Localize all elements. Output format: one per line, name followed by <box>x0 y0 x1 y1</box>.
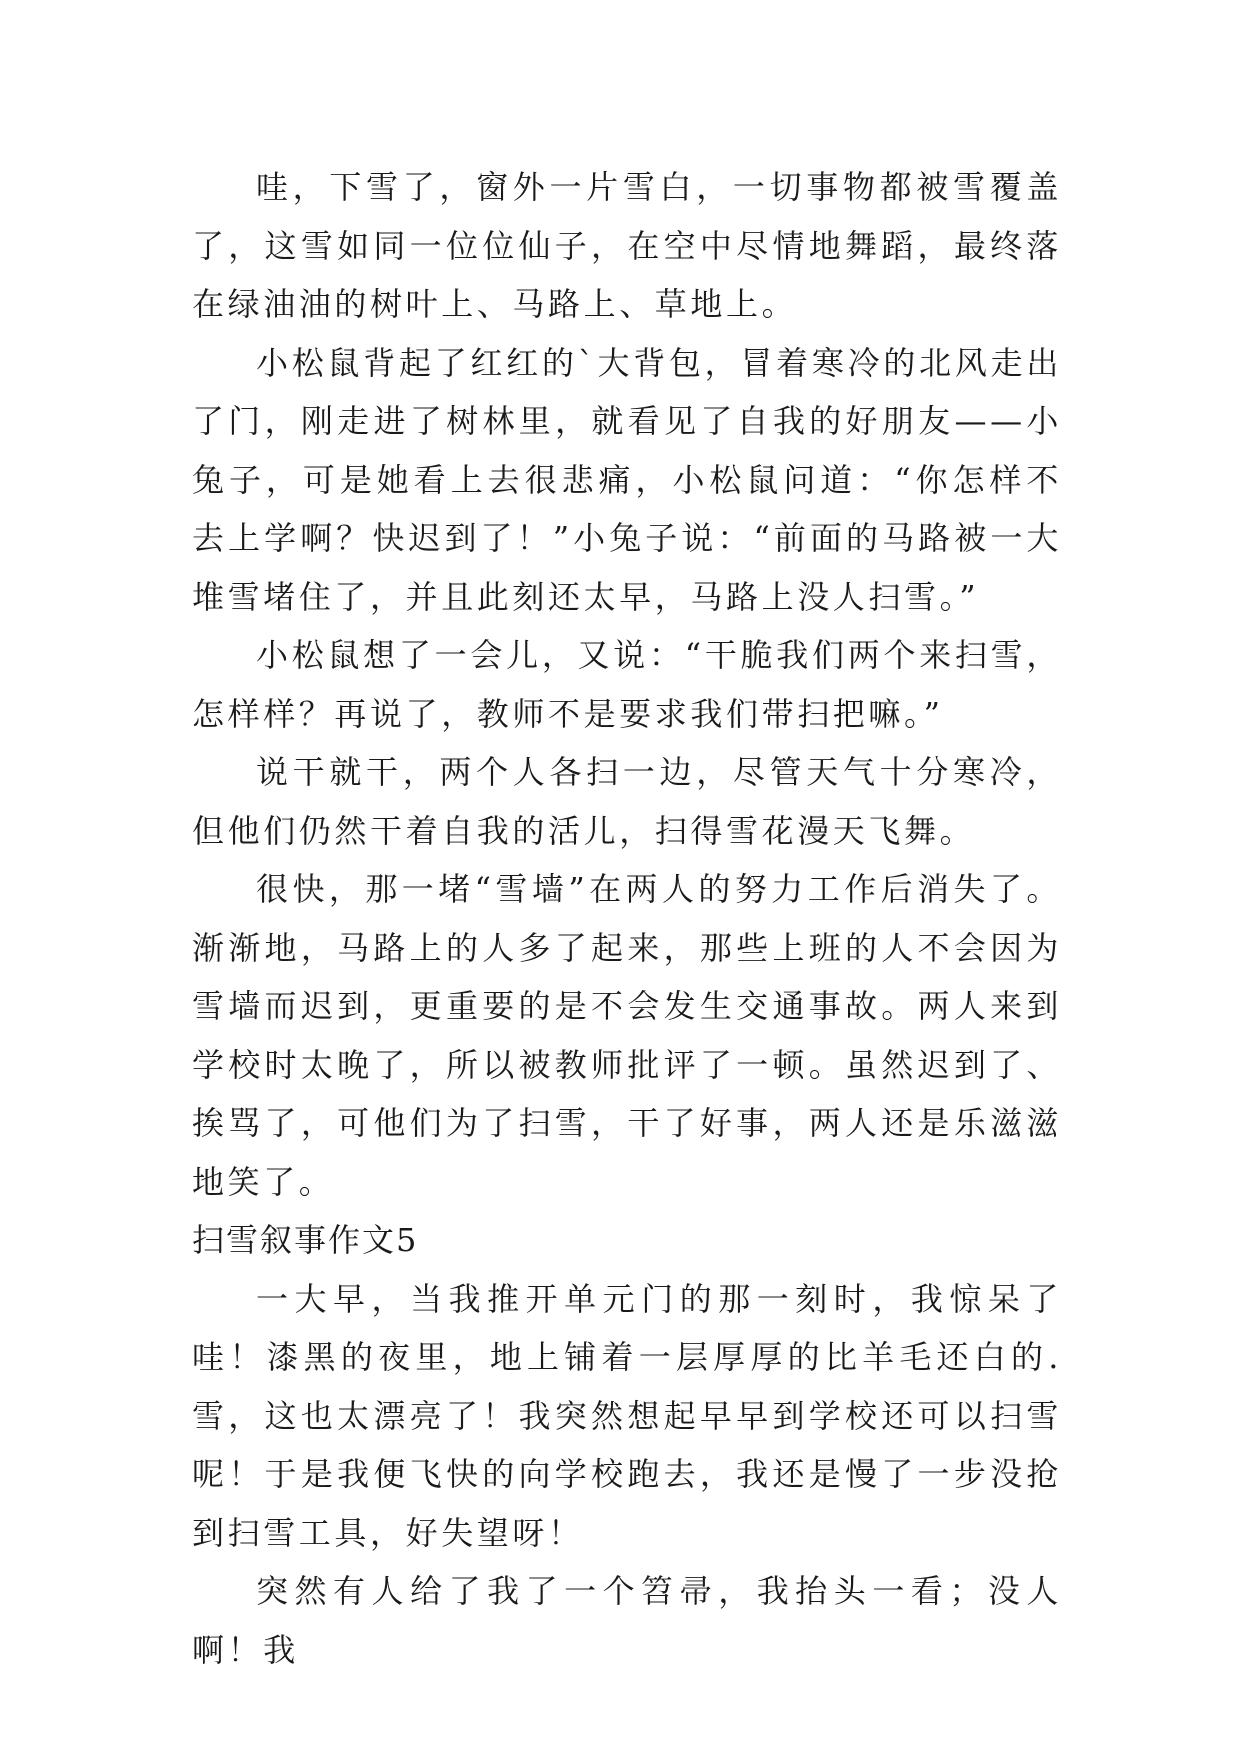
essay-heading: 扫雪叙事作文5 <box>192 1221 419 1259</box>
document-body <box>192 158 1062 1679</box>
paragraph-outcome: 很快，那一堵“雪墙”在两人的努力工作后消失了。渐渐地，马路上的人多了起来，那些上班的人不会因为雪墙而迟到，更重要的是不会发生交通事故。两人来到学校时太晚了，所以被教师批评了一顿。虽然迟到了、挨骂了，可他们为了扫雪，干了好事，两人还是乐滋滋地笑了。 <box>192 870 1062 1201</box>
paragraph-morning-snow: 一大早，当我推开单元门的那一刻时，我惊呆了哇！漆黑的夜里，地上铺着一层厚厚的比羊毛还白的.雪，这也太漂亮了！我突然想起早早到学校还可以扫雪呢！于是我便飞快的向学校跑去，我还是慢了一步没抢到扫雪工具，好失望呀！ <box>192 1279 1062 1552</box>
paragraph-broom: 突然有人给了我了一个笤帚，我抬头一看；没人啊！我 <box>192 1572 1062 1669</box>
paragraph-squirrel-meets-rabbit: 小松鼠背起了红红的`大背包，冒着寒冷的北风走出了门，刚走进了树林里，就看见了自我的好朋友——小兔子，可是她看上去很悲痛，小松鼠问道：“你怎样不去上学啊？快迟到了！”小兔子说：“前面的马路被一大堆雪堵住了，并且此刻还太早，马路上没人扫雪。” <box>192 343 1062 616</box>
paragraph-sweeping: 说干就干，两个人各扫一边，尽管天气十分寒冷，但他们仍然干着自我的活儿，扫得雪花漫天飞舞。 <box>192 753 1062 850</box>
paragraph-snow-scene: 哇，下雪了，窗外一片雪白，一切事物都被雪覆盖了，这雪如同一位位仙子，在空中尽情地舞蹈，最终落在绿油油的树叶上、马路上、草地上。 <box>192 168 1062 323</box>
paragraph-squirrel-suggestion: 小松鼠想了一会儿，又说：“干脆我们两个来扫雪，怎样样？再说了，教师不是要求我们带扫把嘛。” <box>192 636 1062 733</box>
